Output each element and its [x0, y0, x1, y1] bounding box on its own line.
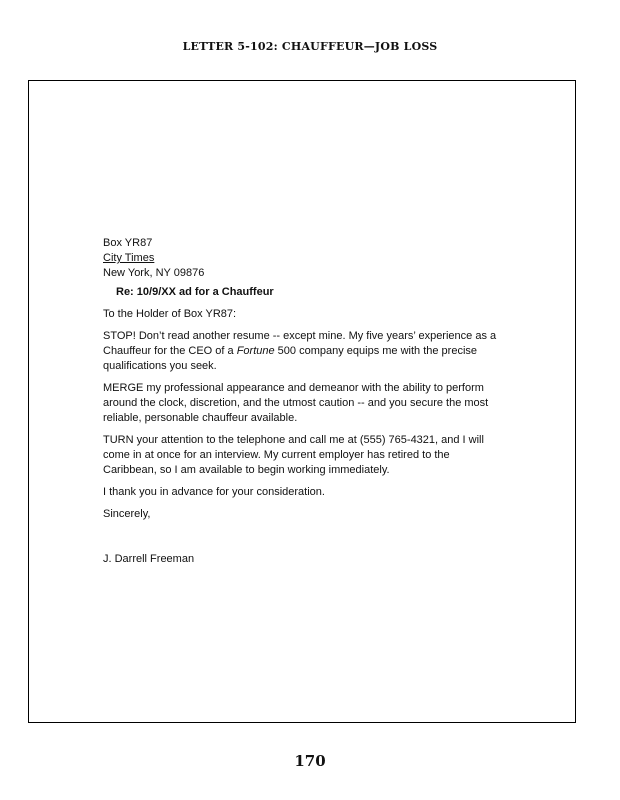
signature-name: J. Darrell Freeman — [103, 553, 195, 565]
paragraph-2: MERGE my professional appearance and demeanor with the ability to perform around the clock, discretion, and the utmost caution -- and you secure the most reliable, personable chauffeur available. — [103, 382, 489, 424]
paragraph-1-text-a: STOP! Don’t read another resume -- except mine. My five years’ experience as a Chauffeur for the CEO of a — [103, 330, 497, 357]
closing: Sincerely, — [103, 508, 151, 520]
paragraph-4: I thank you in advance for your consideration. — [103, 486, 325, 498]
paragraph-1 — [103, 329, 503, 374]
letter-body — [103, 236, 503, 567]
salutation: To the Holder of Box YR87: — [103, 308, 237, 320]
paragraph-3: TURN your attention to the telephone and call me at (555) 765-4321, and I will come in at once for an interview. My current employer has retired to the Caribbean, so I am available to begin working immediately. — [103, 434, 484, 476]
address-line-1: Box YR87 — [103, 237, 153, 249]
address-line-2: City Times — [103, 252, 155, 264]
recipient-address — [103, 236, 503, 281]
page-number: 170 — [294, 752, 326, 770]
paragraph-1-text-b: 500 company equips me with the precise qualifications you seek. — [103, 345, 478, 372]
subject-line: Re: 10/9/XX ad for a Chauffeur — [116, 286, 274, 298]
address-line-3: New York, NY 09876 — [103, 267, 205, 279]
page-header: LETTER 5-102: CHAUFFEUR—JOB LOSS — [182, 40, 438, 53]
paragraph-1-italic: Fortune — [236, 345, 275, 357]
